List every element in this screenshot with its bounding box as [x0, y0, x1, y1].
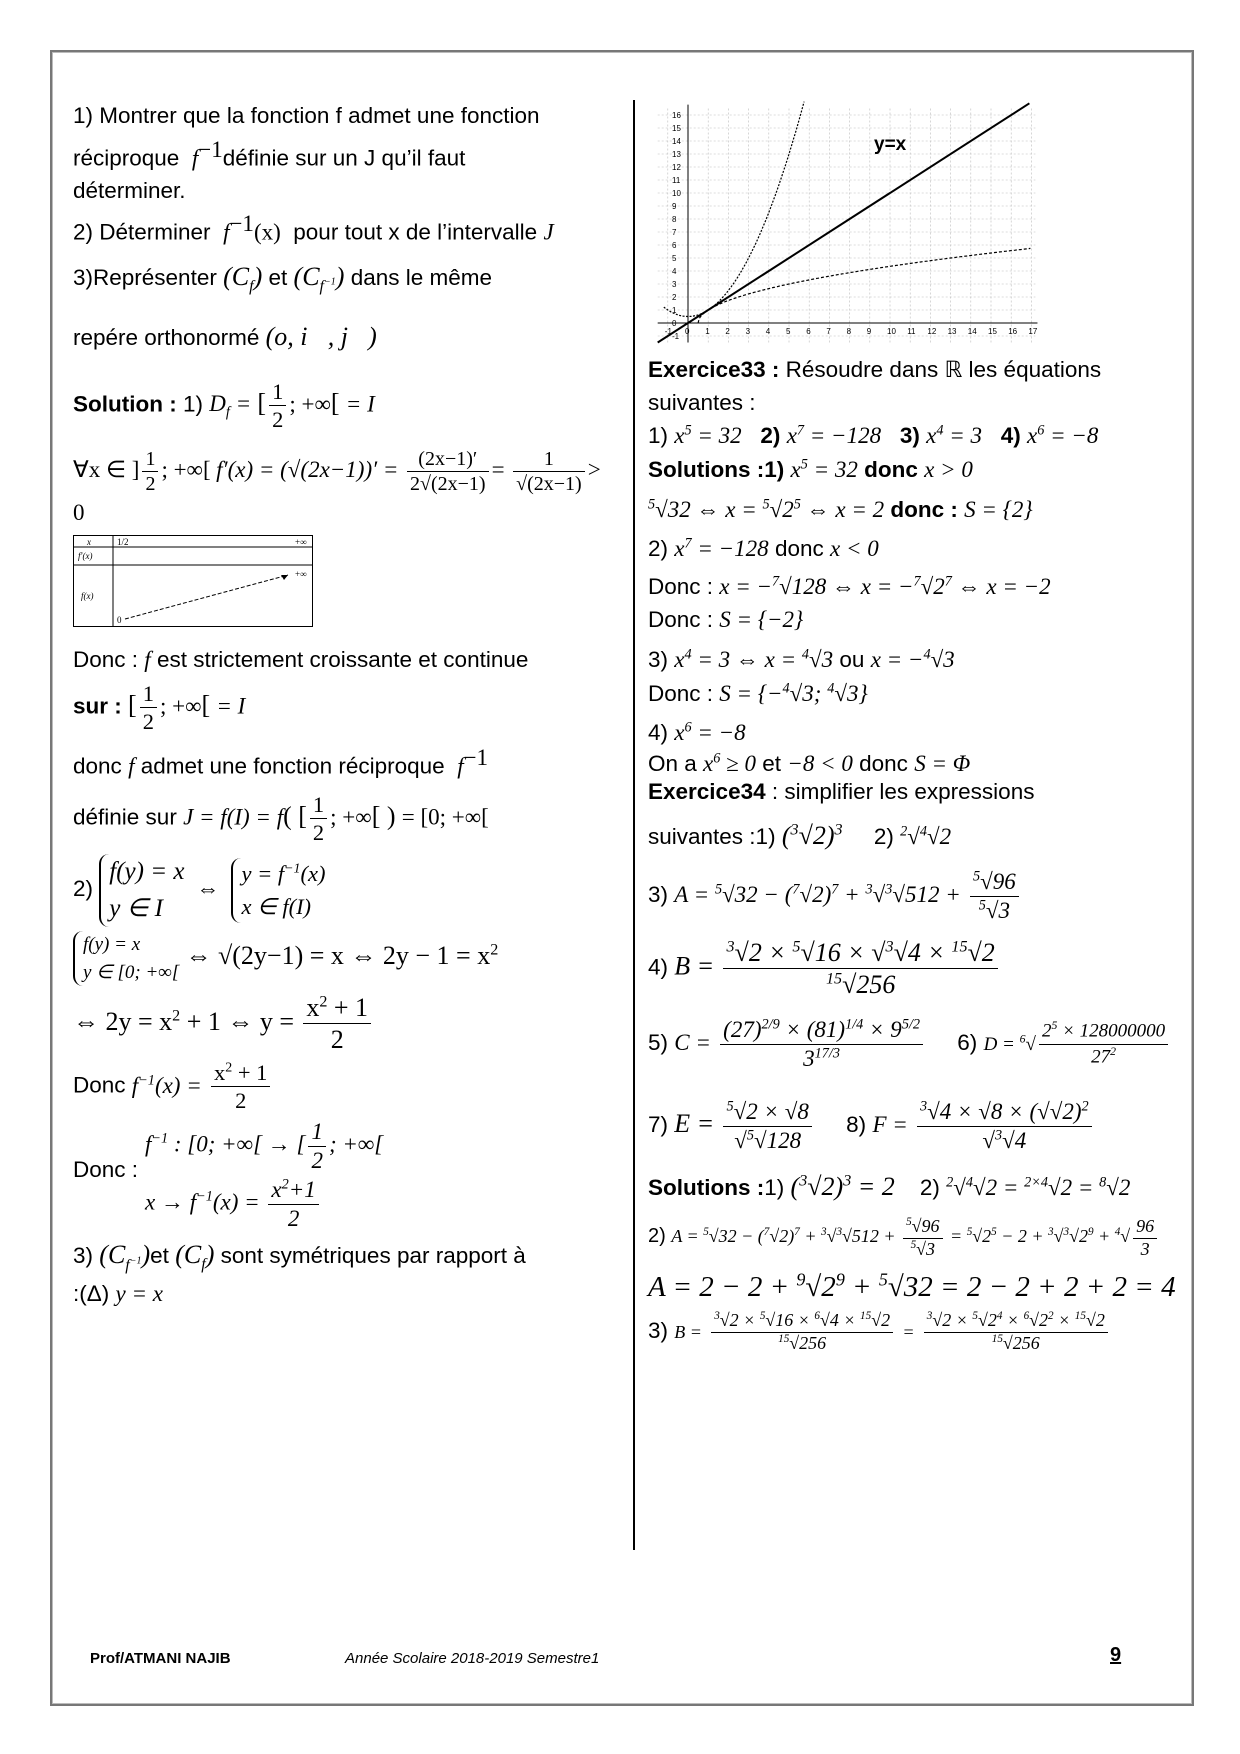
q1-text: 1) Montrer que la fonction f admet une fonction: [73, 103, 540, 128]
derivative-line: ∀x ∈ ] $\frac{1}{2}$ ; +∞[ f′(x) = (√(2x−1))′ = $\frac{(2x-1)'}{2√(2x-1)}$ = $\frac{1}{√(2x-1)}$ > 0: [73, 447, 601, 525]
sol33-2-label: 2): [648, 536, 669, 562]
y-tick-label: 16: [672, 111, 681, 120]
sol33-3-label: 3): [648, 647, 669, 672]
system-2: 2) f(y) = x y ∈ I ⇔ $y = f^{-1}(x)$ x ∈ f(I): [73, 854, 613, 927]
ex34-4-label: 4): [648, 954, 669, 980]
exercice34-title: [648, 777, 1178, 806]
x-tick-label: 11: [907, 327, 916, 336]
question-2: 2) Déterminer $f^{-1}(x)$ pour tout x de l’intervalle J: [73, 211, 554, 245]
x-tick-label: 1: [705, 327, 710, 336]
exercice33-equations: 1) $x^5 = 32$ 2) $x^7 = -128$ 3) $x^4 = 3$ 4) $x^6 = -8$: [648, 422, 1099, 449]
donc3-label: Donc: [73, 1072, 126, 1098]
s3-delta: :(Δ): [73, 1281, 110, 1306]
sol34-2b-label: 2): [648, 1225, 666, 1248]
y-tick-label: 2: [672, 293, 677, 302]
sol33-4-et: et: [762, 750, 782, 776]
y-tick-label: 0: [672, 319, 677, 328]
sur-line: sur : [ $\frac{1}{2}$ ; +∞[ = I: [73, 681, 246, 735]
sol33-4b: On a $x^6 \ge 0$ et −8 < 0 donc S = Φ: [648, 750, 971, 776]
sol34-A: $A = 2 - 2 + ^9√2^9 + ^5√32 = 2 - 2 + 2 + 2 = 4$: [648, 1269, 1176, 1304]
donc-label: Donc :: [73, 646, 139, 672]
sol33-2b: Donc : x = −$^7$√128 ⇔ $x = -^7√2^7$ ⇔ x = −2: [648, 573, 1051, 599]
x-tick-label: 13: [947, 327, 957, 336]
solution-label: Solution :: [73, 391, 177, 417]
graph-label-yx: y=x: [874, 134, 907, 155]
x-tick-label: 12: [927, 327, 937, 336]
y-tick-label: 1: [672, 306, 677, 315]
q3-text-c: dans le même: [350, 264, 493, 290]
mapping-bottom: $x \to f^{-1}(x)$ = $\frac{x^2+1}{2}$: [145, 1176, 322, 1232]
sol33-1: Solutions :1) $x^5 = 32$ donc x > 0: [648, 456, 973, 482]
reciproque-text: admet une fonction réciproque: [140, 753, 445, 779]
ex34-1: suivantes :1) $(^3√2)^3$ 2) $^2$√$^4$√2: [648, 820, 952, 850]
equation-2y: ⇔ $2y = x^2 + 1$ ⇔ y = $\frac{x^2 + 1}{2}$: [73, 992, 613, 1055]
x-tick-label: 6: [806, 327, 811, 336]
ex34-2-label: 2): [873, 823, 894, 849]
y-tick-label: 8: [672, 215, 677, 224]
s3-label: 3): [73, 1243, 94, 1269]
donc2-label: donc: [73, 753, 122, 779]
q3-text: 3)Représenter: [73, 264, 217, 290]
variation-table: [73, 535, 313, 627]
tv-x-end: +∞: [295, 537, 307, 548]
function-graph: [646, 100, 1036, 350]
ex34-3: 3) $A = ^5√32 - (^7√2)^7 + ^3√^3√512$ + $\frac{^5√96}{^5√3}$: [648, 868, 1178, 924]
exercice33-title: [648, 354, 1178, 419]
y-tick-label: 3: [672, 280, 677, 289]
symmetry: 3) $(C_{f^{-1}})et$ $(C_f)$ sont symétriques par rapport à :(Δ) y = x: [73, 1240, 526, 1306]
sol33-4-donc: donc: [859, 750, 908, 776]
sol33-3b: Donc : S = {−$^4$√3; $^4$√3}: [648, 679, 868, 706]
x-tick-label: 9: [866, 327, 872, 336]
x-tick-label: 16: [1008, 327, 1018, 336]
right-column: [648, 100, 1178, 1354]
s3-text: sont symétriques par rapport à: [220, 1243, 526, 1269]
y-tick-label: -1: [672, 332, 680, 341]
y-tick-label: 9: [672, 202, 677, 211]
tv-row-x: x: [87, 537, 91, 548]
x-tick-label: 17: [1028, 327, 1038, 336]
sol33-2b-donc: Donc :: [648, 573, 714, 599]
sol34-1: Solutions :1) $(^3√2)^3 = 2$ 2) $^2$√$^4$√2 = $^{2\times 4}$√2 = $^8$√2: [648, 1172, 1131, 1202]
q1-text-d: définie sur un J qu’il faut: [222, 145, 466, 171]
donc4-label: Donc :: [73, 1157, 139, 1183]
ex34-1-label: suivantes :1): [648, 823, 776, 849]
exercice34-label: Exercice34: [648, 779, 766, 805]
donc-croissante: Donc : f est strictement croissante et continue: [73, 646, 529, 672]
y-tick-label: 15: [672, 124, 681, 133]
tv-arrow: [125, 575, 288, 619]
question-1: 1) Montrer que la fonction f admet une fonction réciproque $f^{-1}définie$ sur un J qu’il faut déterminer.: [73, 103, 540, 203]
x-tick-label: 10: [887, 327, 896, 336]
y-tick-label: 12: [672, 163, 681, 172]
sol33-donc-c: donc :: [890, 496, 958, 522]
sol34-3-label: 3): [648, 1318, 669, 1344]
y-tick-label: 10: [672, 189, 681, 198]
definie-sur: définie sur J = f(I) = f( [ $\frac{1}{2}$ ; +∞[ ) = [0; +∞[: [73, 792, 489, 846]
ex34-3-label: 3): [648, 882, 669, 908]
system-3: f(y) = x y ∈ [0; +∞[ ⇔ √(2y−1) = x ⇔ $2y - 1 = x^2$: [73, 931, 613, 986]
mapping-top: $f^{-1}$ : [0; +∞[ → [ $\frac{1}{2}$ ; +∞[: [145, 1119, 384, 1174]
x-tick-label: 15: [988, 327, 997, 336]
tv-f-start: 0: [117, 615, 122, 626]
y-tick-label: 14: [672, 137, 681, 146]
tv-arrow-head: [281, 575, 288, 580]
q2-J: J: [543, 219, 554, 245]
donc-mapping: [73, 1118, 613, 1232]
donc-finverse: Donc $f^{-1}(x)$ = $\frac{x^2 + 1}{2}$: [73, 1059, 613, 1114]
line-y-equals-x: [658, 103, 1030, 342]
footer-author: Prof/ATMANI NAJIB: [90, 1650, 231, 1667]
ex34-8-label: 8): [846, 1112, 867, 1138]
q1-text-e: déterminer.: [73, 177, 186, 203]
ex34-5-label: 5): [648, 1030, 669, 1055]
sol34-2: 2) $A = ^5√32 - (^7√2)^7 + ^3√^3√512$ + $\frac{^5√96}{^5√3}$ = $^5√2^5 - 2 + ^3√^3√2^9 + ^4√$ $\frac{96}{3}$: [648, 1216, 1178, 1260]
sol33-1b: $^5$√32 ⇔ $x = ^5√2^5$ ⇔ x = 2 donc : S = {2}: [648, 495, 1033, 522]
tv-f-end: +∞: [295, 569, 307, 580]
q2-x: (x): [253, 219, 281, 245]
y-tick-label: 11: [672, 176, 681, 185]
ex34-7-8: 7) E = $\frac{^5√2 \times √8}{√^5√128}$ 8) F = $\frac{^3√4 \times √8 \times (√√2)^2}{√^3√4}$: [648, 1098, 1178, 1154]
tv-row-f: f(x): [81, 591, 94, 602]
sol33-3-ou: ou: [839, 647, 865, 672]
solution-1-num: 1): [183, 391, 204, 417]
sol33-4-ona: On a: [648, 750, 697, 776]
definie-label: définie sur: [73, 804, 177, 830]
x-tick-label: 8: [846, 327, 852, 336]
exercice33-label: Exercice33 :: [648, 357, 780, 382]
question-3-repere: repére orthonormé (o, i⃗, j⃗): [73, 322, 377, 352]
f-inverse-symbol: f: [191, 145, 199, 171]
column-divider: [633, 100, 635, 1550]
x-tick-label: 7: [826, 327, 831, 336]
sol34-label: Solutions :: [648, 1175, 765, 1201]
sol34-B: 3) B = $\frac{^3√2 \times ^5√16 \times ^6√4 \times ^{15}√2}{^{15}√256}$ = $\frac{^3√2 \times ^5√2^4 \times ^6√2^2 \times ^{15}√2}{^{15}√256}$: [648, 1310, 1178, 1354]
ex34-7-label: 7): [648, 1112, 669, 1138]
left-column: [73, 100, 613, 1311]
sol33-2-donc: donc: [774, 536, 824, 562]
s2-label: 2): [73, 876, 94, 902]
sol33-3b-donc: Donc :: [648, 680, 714, 706]
x-tick-label: 5: [786, 327, 791, 336]
sol33-4-label: 4): [648, 720, 669, 746]
sol33-2: 2) $x^7 = -128$ donc x < 0: [648, 535, 879, 562]
sol33-2c-donc: Donc :: [648, 607, 714, 633]
sol33-3: 3) $x^4 = 3$ ⇔ x = $^4$√3 ou x = −$^4$√3: [648, 646, 955, 672]
exercice33-text-c: suivantes :: [648, 389, 756, 415]
x-tick-label: -1: [664, 327, 672, 336]
q3-et: et: [268, 264, 288, 290]
solution-1: Solution : 1) $D_f$ = [ $\frac{1}{2}$ ; +∞[ = I: [73, 378, 375, 432]
y-tick-label: 7: [672, 228, 677, 237]
q1-text-b: réciproque: [73, 145, 180, 171]
sol33-donc: donc: [864, 456, 918, 482]
graph-y-ticks: [672, 111, 681, 341]
sol33-2c: Donc : S = {−2}: [648, 607, 804, 633]
ex34-6-label: 6): [957, 1030, 978, 1055]
y-tick-label: 6: [672, 241, 677, 250]
donc-reciproque: donc f admet une fonction réciproque $f^{-1}$: [73, 745, 489, 779]
sol34-2-label: 2): [919, 1175, 940, 1201]
ex34-5-6: 5) C = $\frac{(27)^{2/9} \times (81)^{1/4} \times 9^{5/2}}{3^{17/3}}$ 6) D = $^6$√ $\frac{2^5 \times 128000000}{27^2}$: [648, 1016, 1178, 1072]
q2-text-d: pour tout x de l’intervalle: [293, 219, 538, 245]
footer-year: Année Scolaire 2018-2019 Semestre1: [345, 1650, 600, 1667]
tv-row-fp: f′(x): [78, 551, 93, 562]
q2-text: 2) Déterminer: [73, 219, 211, 245]
sur-label: sur :: [73, 693, 122, 719]
q3-repere: repére orthonormé: [73, 325, 260, 351]
y-tick-label: 13: [672, 150, 681, 159]
ex34-4: 4) B = $\frac{^3√2 \times ^5√16 \times √^3√4 \times ^{15}√2}{^{15}√256}$: [648, 937, 1178, 1000]
question-3: 3)Représenter $(C_f)$ et $(C_{f^{-1}})$ dans le même: [73, 261, 493, 295]
x-tick-label: 0: [685, 327, 690, 336]
x-tick-label: 2: [725, 327, 730, 336]
croissante-text: est strictement croissante et continue: [156, 646, 529, 672]
exercice34-text: : simplifier les expressions: [771, 779, 1035, 805]
tv-x-start: 1/2: [117, 537, 129, 548]
x-tick-label: 3: [745, 327, 751, 336]
sol33-label: Solutions :1): [648, 456, 785, 482]
q2-f: f: [223, 219, 230, 245]
x-tick-label: 14: [967, 327, 977, 336]
graph-x-ticks: [665, 327, 1038, 336]
s3-et: et: [150, 1243, 169, 1269]
sol33-4: 4) $x^6 = -8$: [648, 719, 746, 746]
y-tick-label: 5: [672, 254, 677, 263]
x-tick-label: 4: [765, 327, 771, 336]
page-number: 9: [1110, 1644, 1122, 1666]
s3-yx: y = x: [115, 1281, 163, 1306]
sol34-1-label: 1): [764, 1175, 785, 1201]
exercice33-text: Résoudre dans ℝ les équations: [785, 357, 1102, 382]
y-tick-label: 4: [672, 267, 677, 276]
